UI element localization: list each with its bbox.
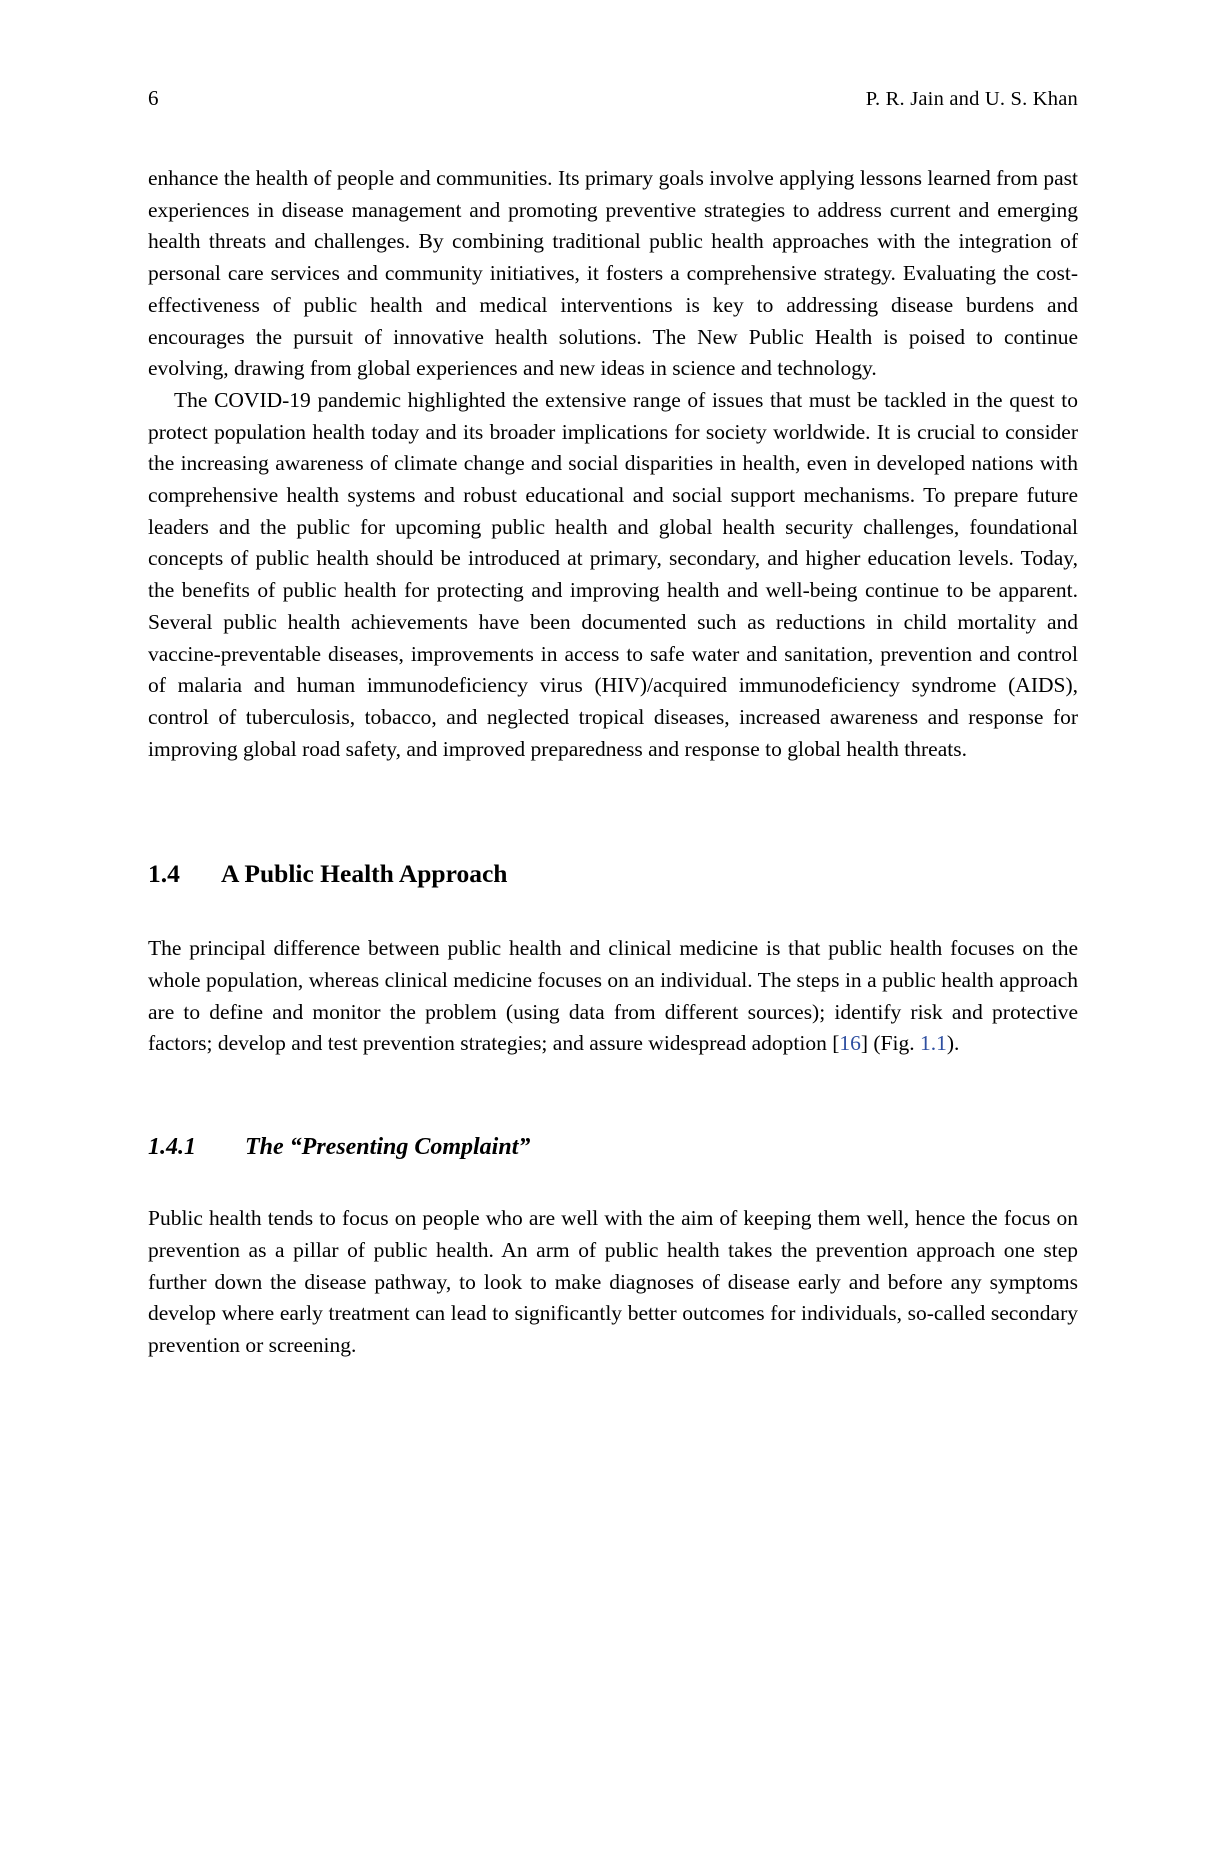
reference-link-16[interactable]: 16: [839, 1031, 861, 1056]
subsection-title: The “Presenting Complaint”: [245, 1134, 531, 1161]
section-title: A Public Health Approach: [221, 859, 508, 889]
paragraph-text-end: ).: [946, 1031, 960, 1056]
running-head: [148, 86, 1078, 111]
running-head-authors: P. R. Jain and U. S. Khan: [865, 88, 1078, 110]
page-content: [148, 86, 1078, 1362]
section-spacer: [148, 765, 1078, 859]
paragraph-covid: The COVID-19 pandemic highlighted the extensive range of issues that must be tackled in the quest to protect population health today and its broader implications for society worldwide. It is crucial to consider the increasing awareness of climate change and social disparities in health, even in developed nations with comprehensive health systems and robust educational and social support mechanisms. To prepare future leaders and the public for upcoming public health and global health security challenges, foundational concepts of public health should be introduced at primary, secondary, and higher education levels. Today, the benefits of public health for protecting and improving health and well-being continue to be apparent. Several public health achievements have been documented such as reductions in child mortality and vaccine-preventable diseases, improvements in access to safe water and sanitation, prevention and control of malaria and human immunodeficiency virus (HIV)/acquired immunodeficiency syndrome (AIDS), control of tuberculosis, tobacco, and neglected tropical diseases, increased awareness and response for improving global road safety, and improved preparedness and response to global health threats.: [148, 387, 1078, 761]
paragraph-presenting-complaint: Public health tends to focus on people who are well with the aim of keeping them well, hence the focus on prevention as a pillar of public health. An arm of public health takes the prevention approach one step further down the disease pathway, to look to make diagnoses of disease early and before any symptoms develop where early treatment can lead to significantly better outcomes for individuals, so-called secondary prevention or screening.: [148, 1206, 1078, 1357]
figure-link-1-1[interactable]: 1.1: [919, 1031, 947, 1056]
paragraph-text-start: The principal difference between public health and clinical medicine is that public health focuses on the whole population, whereas clinical medicine focuses on an individual. The steps in a public health approach are to define and monitor the problem (using data from different sources); identify risk and protective factors; develop and test prevention strategies; and assure widespread adoption [: [148, 936, 1078, 1056]
subsection-number: 1.4.1: [148, 1134, 196, 1161]
section-heading: [148, 859, 1078, 889]
subsection-heading-spacer: [148, 1161, 1078, 1203]
paragraph-public-health-approach: [148, 933, 1078, 1060]
paragraph-text-mid: ] (Fig.: [860, 1031, 920, 1056]
section-number: 1.4: [148, 859, 180, 889]
section-heading-spacer: [148, 889, 1078, 933]
page-number: 6: [148, 86, 159, 110]
paragraph-continuation: enhance the health of people and communities. Its primary goals involve applying lessons learned from past experiences in disease management and promoting preventive strategies to address current and emerging health threats and challenges. By combining traditional public health approaches with the integration of personal care services and community initiatives, it fosters a comprehensive strategy. Evaluating the cost-effectiveness of public health and medical interventions is key to addressing disease burdens and encourages the pursuit of innovative health solutions. The New Public Health is poised to continue evolving, drawing from global experiences and new ideas in science and technology.: [148, 166, 1078, 381]
subsection-heading: [148, 1134, 1078, 1161]
subsection-spacer: [148, 1060, 1078, 1134]
